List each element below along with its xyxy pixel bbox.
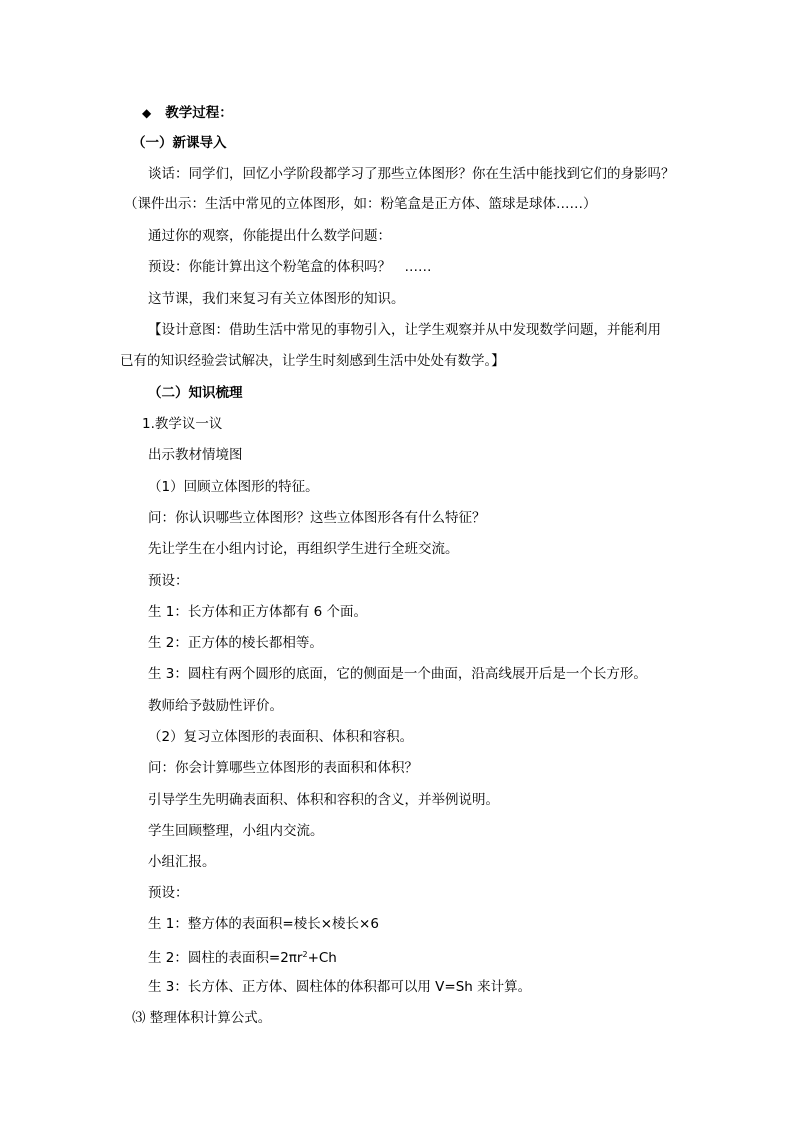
paragraph-preset: 预设：你能计算出这个粉笔盒的体积吗？ …… <box>148 259 432 275</box>
paragraph-design-intent-1: 【设计意图：借助生活中常见的事物引入，让学生观察并从中发现数学问题，并能利用 <box>148 322 661 338</box>
item-guide-students: 引导学生先明确表面积、体积和容积的含义，并举例说明。 <box>148 792 499 808</box>
diamond-bullet-icon: ◆ <box>142 106 152 120</box>
item-review-features: （1）回顾立体图形的特征。 <box>148 479 319 495</box>
heading-line <box>142 104 233 122</box>
section-title-new-lesson: （一）新课导入 <box>132 135 227 151</box>
formula-cylinder-tail: +Ch <box>307 950 337 966</box>
item-student-3: 生 3：圆柱有两个圆形的底面，它的侧面是一个曲面，沿高线展开后是一个长方形。 <box>148 666 647 682</box>
item-organize-volume-formula: ⑶ 整理体积计算公式。 <box>132 1010 272 1026</box>
item-student-review: 学生回顾整理，小组内交流。 <box>148 823 324 839</box>
heading-text: 教学过程： <box>165 105 233 121</box>
item-formula-volume: 生 3：长方体、正方体、圆柱体的体积都可以用 V=Sh 来计算。 <box>148 979 532 995</box>
paragraph-design-intent-2: 已有的知识经验尝试解决，让学生时刻感到生活中处处有数学。】 <box>120 353 505 369</box>
item-review-area-volume: （2）复习立体图形的表面积、体积和容积。 <box>148 729 414 745</box>
item-question-1: 问：你认识哪些立体图形？这些立体图形各有什么特征？ <box>148 510 486 526</box>
paragraph-observation: 通过你的观察，你能提出什么数学问题： <box>148 228 391 244</box>
item-student-2: 生 2：正方体的棱长都相等。 <box>148 635 323 651</box>
item-student-1: 生 1：长方体和正方体都有 6 个面。 <box>148 604 368 620</box>
item-teacher-praise: 教师给予鼓励性评价。 <box>148 698 283 714</box>
item-question-2: 问：你会计算哪些立体图形的表面积和体积？ <box>148 760 418 776</box>
item-group-report: 小组汇报。 <box>148 854 216 870</box>
section-title-knowledge-review: （二）知识梳理 <box>148 385 243 401</box>
paragraph-this-lesson: 这节课，我们来复习有关立体图形的知识。 <box>148 291 405 307</box>
paragraph-courseware: （课件出示：生活中常见的立体图形，如：粉笔盒是正方体、篮球是球体……） <box>124 196 597 212</box>
item-show-figure: 出示教材情境图 <box>148 447 243 463</box>
item-formula-cube: 生 1：整方体的表面积=棱长×棱长×6 <box>148 916 379 932</box>
paragraph-talk: 谈话：同学们，回忆小学阶段都学习了那些立体图形？你在生活中能找到它们的身影吗？ <box>148 166 675 182</box>
item-discuss: 1.教学议一议 <box>142 416 223 432</box>
item-formula-cylinder <box>148 946 337 967</box>
formula-cylinder-exponent: 2 <box>302 950 308 959</box>
item-preset-1: 预设： <box>148 573 189 589</box>
item-group-discussion: 先让学生在小组内讨论，再组织学生进行全班交流。 <box>148 541 459 557</box>
formula-cylinder-main: 生 2：圆柱的表面积=2πr <box>148 950 303 966</box>
item-preset-2: 预设： <box>148 885 189 901</box>
